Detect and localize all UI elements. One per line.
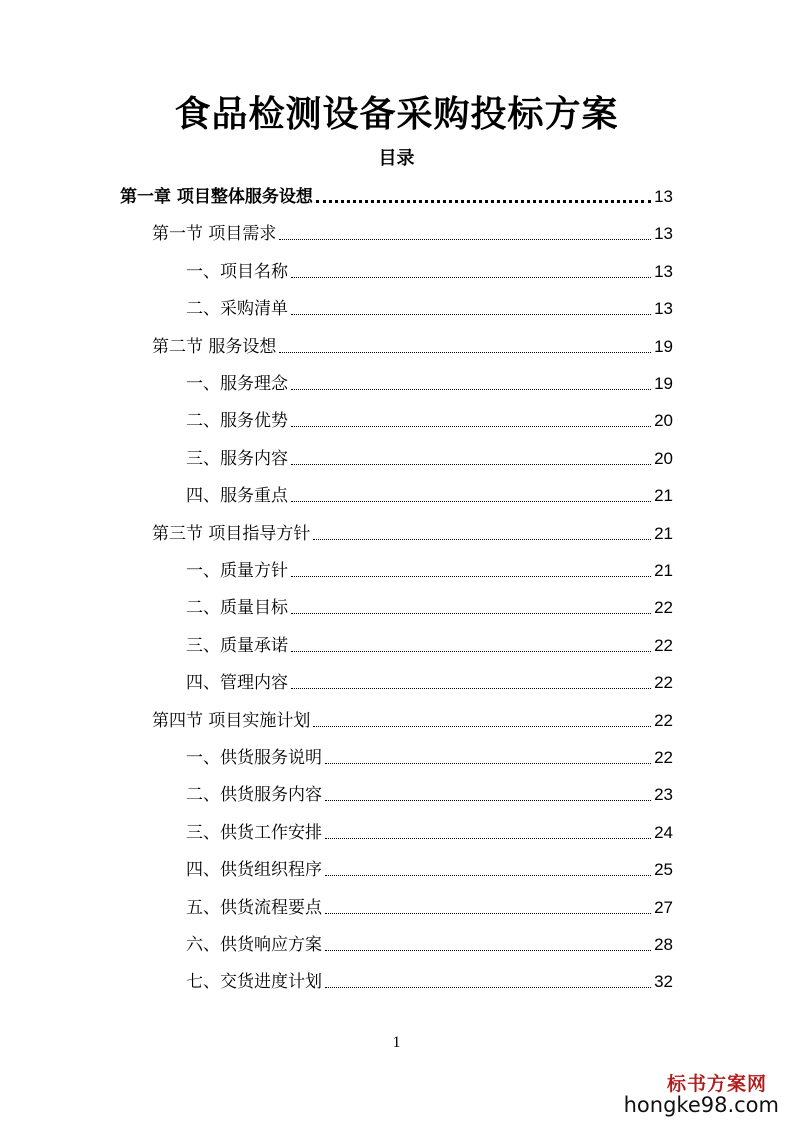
toc-leader-dots	[279, 238, 651, 240]
toc-subsection-entry[interactable]	[186, 591, 673, 619]
toc-subsection-entry[interactable]	[186, 666, 673, 694]
toc-subsection-entry[interactable]	[186, 891, 673, 919]
toc-entry-label: 四、管理内容	[186, 673, 288, 694]
toc-entry-label: 二、服务优势	[186, 411, 288, 432]
toc-section-entry[interactable]	[152, 217, 673, 245]
toc-entry-label: 五、供货流程要点	[186, 897, 322, 918]
toc-leader-dots	[325, 762, 651, 764]
toc-leader-dots	[279, 351, 651, 353]
toc-leader-dots	[313, 725, 651, 727]
toc-entry-page: 13	[654, 224, 673, 244]
toc-entry-page: 13	[654, 261, 673, 281]
toc-leader-dots	[291, 575, 651, 577]
toc-entry-label: 第四节 项目实施计划	[152, 710, 311, 731]
toc-subsection-entry[interactable]	[186, 965, 673, 993]
toc-subsection-entry[interactable]	[186, 778, 673, 806]
toc-entry-label: 三、质量承诺	[186, 635, 288, 656]
toc-subsection-entry[interactable]	[186, 741, 673, 769]
toc-entry-page: 28	[654, 935, 673, 954]
toc-entry-label: 第二节 服务设想	[152, 336, 277, 357]
toc-leader-dots	[291, 650, 651, 652]
toc-entry-label: 第一章 项目整体服务设想	[120, 187, 313, 207]
toc-leader-dots	[325, 986, 651, 988]
toc-entry-label: 六、供货响应方案	[186, 935, 322, 955]
toc-entry-label: 三、服务内容	[186, 448, 288, 469]
toc-entry-page: 19	[654, 374, 673, 393]
toc-leader-dots	[313, 538, 651, 540]
toc-entry-label: 二、质量目标	[186, 598, 288, 619]
toc-subsection-entry[interactable]	[186, 928, 673, 956]
toc-entry-page: 22	[654, 673, 673, 693]
toc-entry-page: 21	[654, 561, 673, 580]
toc-leader-dots	[291, 313, 651, 315]
toc-entry-label: 七、交货进度计划	[186, 972, 322, 993]
toc-leader-dots	[291, 687, 651, 689]
toc-leader-dots	[291, 388, 651, 390]
toc-chapter-entry[interactable]	[120, 180, 673, 208]
toc-leader-dots	[291, 500, 651, 502]
toc-subsection-entry[interactable]	[186, 629, 673, 657]
toc-section-entry[interactable]	[152, 330, 673, 358]
page-number: 1	[392, 1034, 401, 1051]
toc-leader-dots	[316, 199, 651, 203]
watermark-site-name: 标书方案网	[666, 1073, 767, 1095]
toc-subsection-entry[interactable]	[186, 292, 673, 320]
toc-entry-label: 四、服务重点	[186, 486, 288, 507]
toc-subsection-entry[interactable]	[186, 442, 673, 470]
toc-subsection-entry[interactable]	[186, 853, 673, 881]
toc-leader-dots	[291, 276, 651, 278]
toc-entry-label: 一、供货服务说明	[186, 748, 322, 768]
toc-entry-page: 27	[654, 897, 673, 917]
toc-entry-page: 22	[654, 710, 673, 730]
toc-entry-label: 一、项目名称	[186, 261, 288, 282]
toc-entry-label: 四、供货组织程序	[186, 860, 322, 881]
toc-entry-label: 二、采购清单	[186, 299, 288, 320]
toc-leader-dots	[325, 799, 651, 801]
document-title: 食品检测设备采购投标方案	[174, 93, 619, 135]
toc-section-entry[interactable]	[152, 704, 673, 732]
toc-entry-page: 22	[654, 598, 673, 618]
toc-entry-page: 21	[654, 486, 673, 506]
toc-subsection-entry[interactable]	[186, 479, 673, 507]
toc-subsection-entry[interactable]	[186, 255, 673, 283]
toc-heading: 目录	[378, 148, 415, 169]
toc-entry-page: 20	[654, 448, 673, 468]
toc-entry-label: 三、供货工作安排	[186, 822, 322, 843]
toc-subsection-entry[interactable]	[186, 367, 673, 395]
toc-section-entry[interactable]	[152, 517, 673, 545]
toc-leader-dots	[291, 425, 651, 427]
toc-subsection-entry[interactable]	[186, 404, 673, 432]
watermark-domain: hongke98.com	[623, 1093, 779, 1117]
toc-leader-dots	[291, 463, 651, 465]
toc-subsection-entry[interactable]	[186, 554, 673, 582]
toc-leader-dots	[325, 949, 651, 951]
toc-entry-page: 32	[654, 972, 673, 992]
toc-entry-page: 13	[654, 187, 673, 206]
toc-entry-label: 一、服务理念	[186, 374, 288, 394]
toc-entry-label: 第一节 项目需求	[152, 224, 277, 245]
toc-subsection-entry[interactable]	[186, 816, 673, 844]
toc-entry-page: 20	[654, 411, 673, 431]
toc-leader-dots	[325, 837, 651, 839]
toc-entry-page: 24	[654, 822, 673, 842]
toc-entry-page: 22	[654, 635, 673, 655]
toc-entry-page: 21	[654, 523, 673, 543]
toc-leader-dots	[325, 874, 651, 876]
toc-entry-page: 25	[654, 860, 673, 880]
toc-entry-label: 一、质量方针	[186, 561, 288, 581]
toc-entry-label: 二、供货服务内容	[186, 785, 322, 806]
toc-leader-dots	[291, 612, 651, 614]
toc-entry-label: 第三节 项目指导方针	[152, 523, 311, 544]
toc-entry-page: 19	[654, 336, 673, 356]
toc-leader-dots	[325, 912, 651, 914]
toc-entry-page: 23	[654, 785, 673, 805]
toc-entry-page: 13	[654, 299, 673, 319]
toc-entry-page: 22	[654, 748, 673, 767]
